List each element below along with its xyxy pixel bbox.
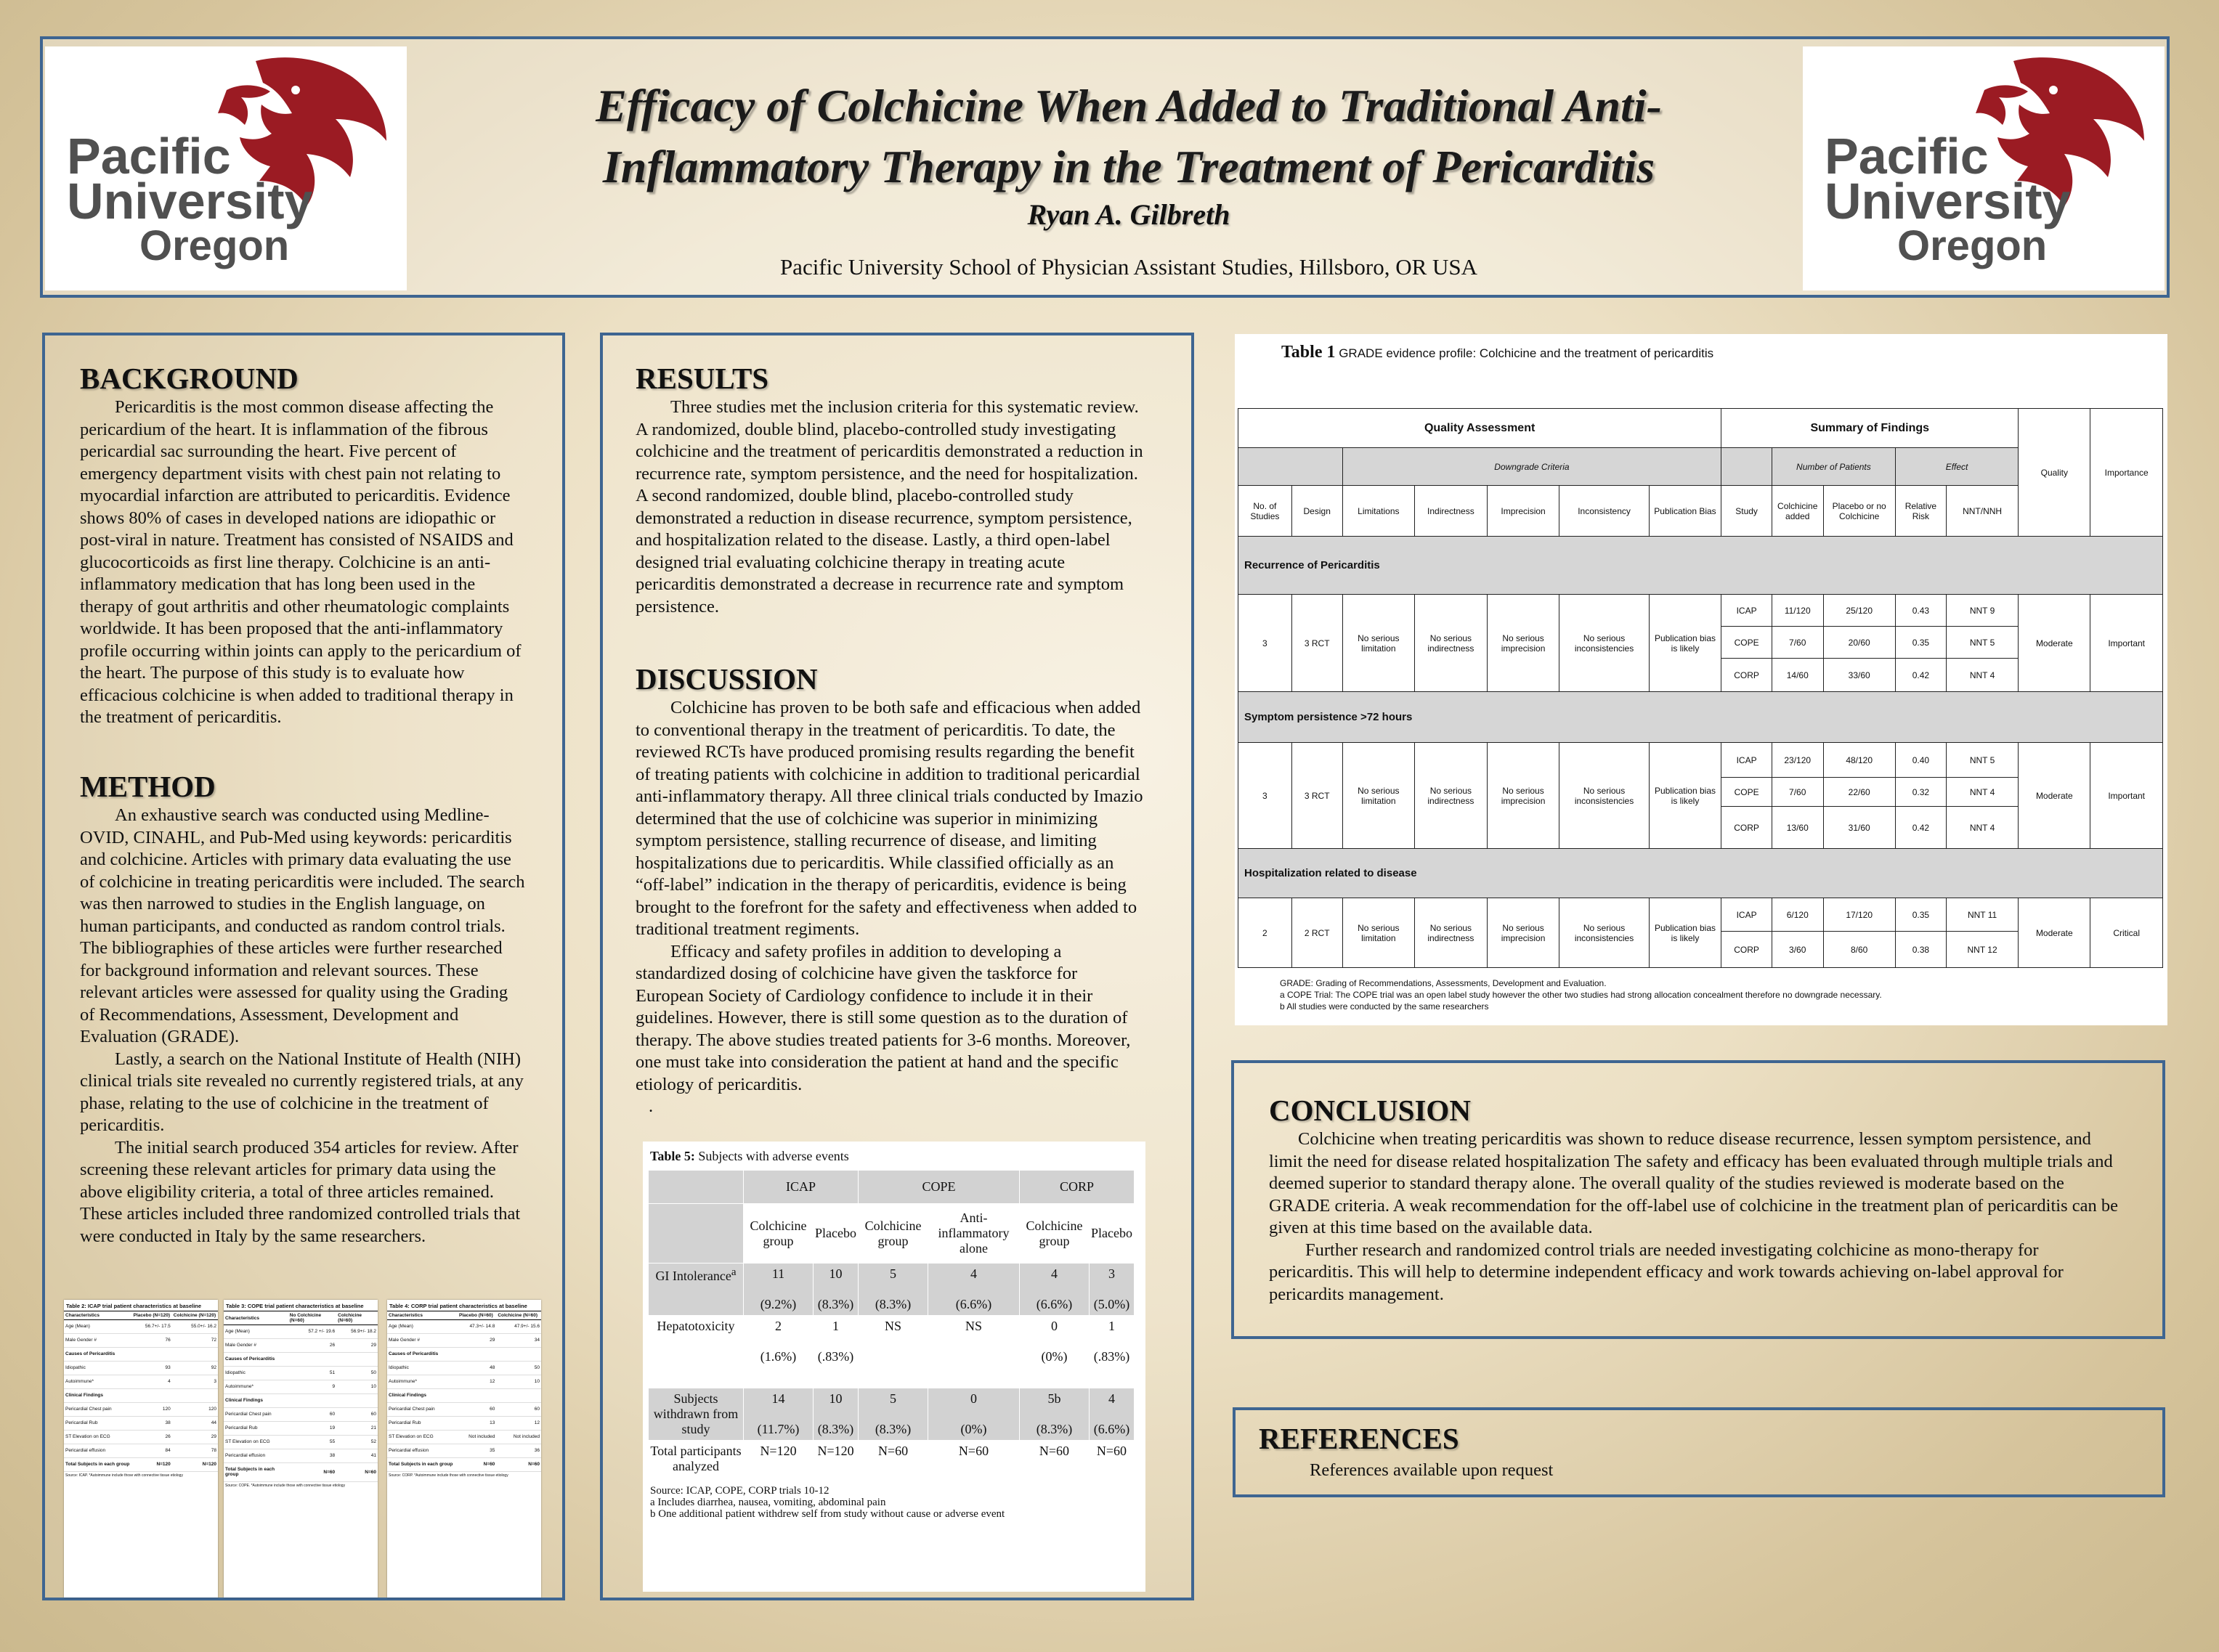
table-row: Idiopathic 93 92 [64, 1362, 218, 1375]
mini-table-title: Table 2: ICAP trial patient characteristics at baseline [66, 1303, 202, 1309]
discussion-heading: DISCUSSION [636, 662, 818, 696]
table-row: Age (Mean) 57.2 +/- 19.6 56.9+/- 18.2 [224, 1325, 378, 1339]
discussion-dot: . [649, 1096, 654, 1116]
background-section [80, 360, 527, 729]
mini-table-footnote: Source: COPE. *Autoimmune include those with connective tissue etiology [225, 1484, 346, 1488]
table5-group-cope: COPE [859, 1171, 1020, 1204]
mini-table-title: Table 3: COPE trial patient characteristics at baseline [226, 1303, 364, 1309]
table-row: GI Intolerance$^a$ 11 (9.2%) 10 (8.3%) 5 (8.3%) 4 (6.6%) 4 (6.6%) 3 (5.0%) [649, 1264, 1135, 1316]
poster-header [40, 36, 2170, 298]
table-row: Idiopathic 51 50 [224, 1367, 378, 1380]
logo-word-university: University [67, 173, 313, 229]
table-row: Causes of Pericarditis [224, 1353, 378, 1367]
table1-grid: Quality Assessment Summary of Findings Quality Importance Downgrade Criteria Number of Patients Effect No. of Studies Design Limitations Indirectness Imprecision Inconsistency Publication Bias Study Colchicine added Placebo or no Colchicine Relative Risk NNT/NNH Recurrence of Pericarditis 3 3 RCT No serious limitation No serious indirectness No serious imprecision No serious inconsistencies Publication bias is likely ICAP 11/120 25/120 0.43 NNT 9 Moderate Important COPE 7/60 20/60 0.35 NNT 5 CORP 14/60 33/60 0.42 NNT 4 Symptom persistence >72 hours 3 3 RCT No serious limitation No serious indirectness No serious imprecision No serious inconsistencies Publication bias is likely ICAP 23/120 48/120 0.40 NNT 5 Moderate Important COPE 7/60 22/60 0.32 NNT 4 CORP 13/60 31/60 0.42 NNT 4 Hospitalization related to disease 2 2 RCT No serious limitation No serious indirectness No serious imprecision No serious inconsistencies Publication bias is likely ICAP 6/120 17/120 0.35 NNT 11 Moderate Critical CORP 3/60 8/60 0.38 NNT 12 [1238, 408, 2163, 968]
table-row: Causes of Pericarditis [387, 1348, 541, 1362]
table-row: 2 2 RCT No serious limitation No serious indirectness No serious imprecision No serious inconsistencies Publication bias is likely ICAP 6/120 17/120 0.35 NNT 11 Moderate Critical [1238, 898, 2163, 932]
university-logo-left [45, 46, 407, 290]
table-row: ST Elevation on ECG 26 29 [64, 1431, 218, 1444]
logo-word-oregon: Oregon [139, 222, 290, 269]
references-box [1233, 1407, 2165, 1497]
title-line-2: Inflammatory Therapy in the Treatment of Pericarditis [602, 141, 1655, 192]
discussion-paragraph-2: Efficacy and safety profiles in addition to developing a standardized dosing of colchicine have given the taskforce for European Society of Cardiology confidence to include it in their guidelines. However, there is still some question as to the duration of therapy. The above studies treated patients for 3-6 months. Moreover, one must take into consideration the patient at hand and the specific etiology of pericarditis. [636, 941, 1131, 1094]
table-row: Age (Mean) 56.7+/- 17.5 55.0+/- 16.2 [64, 1320, 218, 1334]
background-text: Pericarditis is the most common disease affecting the pericardium of the heart. It is inflammation of the fibrous pericardial sac surrounding the heart. Five percent of emergency department visits with chest pain not relating to myocardial infarction are attributed to pericarditis. Evidence shows 80% of cases in developed nations are idiopathic or post-viral in nature. Treatment has consisted of NSAIDS and glucocorticoids as first line therapy. Colchicine is an anti-inflammatory medication that has long been used in the therapy of gout arthritis and other rheumatologic complaints worldwide. It has been proposed that the anti-inflammatory profile occurring within joints can apply to the pericardium of the heart. The purpose of this study is to evaluate how efficacious colchicine is when added to traditional therapy in the treatment of pericarditis. [80, 397, 522, 727]
table-row: Subjects withdrawn from study 14 (11.7%) 10 (8.3%) 5 (8.3%) 0 (0%) 5b (8.3%) 4 (6.6%) [649, 1388, 1135, 1441]
mini-table-header: Placebo (N=60) [458, 1311, 496, 1320]
table-row: Pericardial effusion 38 41 [224, 1449, 378, 1463]
table-row: Age (Mean) 47.3+/- 14.8 47.9+/- 15.6 [387, 1320, 541, 1334]
mini-table-header: Colchicine (N=60) [336, 1311, 378, 1325]
mini-table-footnote: Source: CORP. *Autoimmune include those with connective tissue etiology [389, 1473, 508, 1478]
mini-table-footnote: Source: ICAP. *Autoimmune include those with connective tissue etiology [65, 1473, 183, 1478]
references-heading: REFERENCES [1259, 1422, 1459, 1455]
table-row: Clinical Findings [387, 1389, 541, 1403]
poster-title [421, 76, 1837, 198]
table-row: Pericardial effusion 84 78 [64, 1444, 218, 1458]
mini-table-title: Table 4: CORP trial patient characteristics at baseline [389, 1303, 527, 1309]
table-row: Pericardial Chest pain 60 60 [387, 1403, 541, 1417]
mini-table-header: Characteristics [64, 1311, 132, 1320]
mini-table [224, 1311, 378, 1482]
logo-word-university: University [1825, 173, 2071, 229]
table-row: 3 3 RCT No serious limitation No serious indirectness No serious imprecision No serious inconsistencies Publication bias is likely ICAP 23/120 48/120 0.40 NNT 5 Moderate Important [1238, 743, 2163, 778]
grade-section-title: Hospitalization related to disease [1238, 849, 2163, 898]
table1-grade-profile [1235, 334, 2167, 1025]
background-heading: BACKGROUND [80, 362, 299, 395]
mini-table-header: No Colchicine (N=60) [288, 1311, 336, 1325]
results-heading: RESULTS [636, 362, 769, 395]
references-text: References available upon request [1310, 1460, 1554, 1480]
table-row: Total Subjects in each group N=60 N=60 [224, 1463, 378, 1482]
table5-grid: ICAP COPE CORP Colchicine group Placebo Colchicine group Anti-inflammatory alone Colchicine group Placebo GI Intolerance$^a$ 11 (9.2%) 10 (8.3%) 5 (8.3%) 4 (6.6%) 4 (6.6%) 3 (5.0%) Hepatotoxicity 2 (1.6%) 1 (.83%) NS NS 0 (0%) 1 (.83%) Subjects withdrawn from study 14 (11.7%) 10 (8.3%) 5 (8.3%) 0 (0%) 5b (8.3%) 4 (6.6%) Total participants analyzed N=120 N=120 N=60 N=60 N=60 N=60 [648, 1170, 1135, 1478]
conclusion-paragraph-1: Colchicine when treating pericarditis was shown to reduce disease recurrence, lessen symptom persistence, and limit the need for disease related hospitalization The safety and efficacy has been evaluated through multiple trials and deemed superior to standard therapy alone. The overall quality of the studies reviewed is moderate based on the GRADE criteria. A weak recommendation for the off-label use of colchicine in the treatment plan of pericarditis can be given at this time based on the available data. [1269, 1129, 2118, 1237]
table5-source: Source: ICAP, COPE, CORP trials 10-12 a Includes diarrhea, nausea, vomiting, abdominal pain b One additional patient withdrew self from study without cause or adverse event [650, 1485, 1005, 1520]
table-row: Hepatotoxicity 2 (1.6%) 1 (.83%) NS NS 0 (0%) 1 (.83%) [649, 1316, 1135, 1388]
table-row: Male Gender # 26 29 [224, 1339, 378, 1353]
mini-table-header: Placebo (N=120) [132, 1311, 172, 1320]
method-section [80, 768, 527, 1248]
table5-adverse-events [643, 1142, 1145, 1592]
mini-table [387, 1311, 541, 1472]
table-row: Pericardial Chest pain 60 60 [224, 1408, 378, 1422]
conclusion-heading: CONCLUSION [1269, 1094, 1471, 1127]
table-row: COPE 7/60 20/60 0.35 NNT 5 [1238, 627, 2163, 659]
title-line-1: Efficacy of Colchicine When Added to Traditional Anti- [596, 80, 1662, 131]
table-row: Causes of Pericarditis [64, 1348, 218, 1362]
table5-group-icap: ICAP [744, 1171, 859, 1204]
logo-word-oregon: Oregon [1897, 222, 2048, 269]
table-row: Total participants analyzed N=120 N=120 N=60 N=60 N=60 N=60 [649, 1441, 1135, 1478]
author-name: Ryan A. Gilbreth [1027, 198, 1230, 231]
results-text: Three studies met the inclusion criteria for this systematic review. A randomized, double blind, placebo-controlled study investigating colchicine and the treatment of pericarditis demonstrated a reduction in recurrence rate, symptom persistence, and the need for hospitalization. A second randomized, double blind, placebo-controlled study demonstrated a reduction in disease recurrence, symptom persistence, and hospitalization related to the disease. Lastly, a third open-label designed trial evaluating colchicine therapy in treating acute pericarditis demonstrated a decrease in recurrence rate and symptom persistence. [636, 397, 1143, 617]
university-logo-right [1803, 46, 2165, 290]
table-row: Pericardial Rub 13 12 [387, 1417, 541, 1431]
table2-icap-baseline [64, 1300, 218, 1598]
table-row: ST Elevation on ECG Not included Not included [387, 1431, 541, 1444]
mini-table [64, 1311, 218, 1472]
table5-caption: Table 5: Subjects with adverse events [650, 1149, 849, 1163]
table-row: Male Gender # 76 72 [64, 1334, 218, 1348]
table-row: Pericardial Rub 19 21 [224, 1422, 378, 1436]
method-paragraph-1: An exhaustive search was conducted using Medline-OVID, CINAHL, and Pub-Med using keywords: pericarditis and colchicine. Articles with primary data evaluating the use of colchicine in treating pericarditis were included. The search was then narrowed to studies in the English language, on human participants, and conducted as random control trials. The bibliographies of these articles were further researched for background information and relevant sources. These relevant articles were assessed for quality using the Grading of Recommendations, Assessment, Development and Evaluation (GRADE). [80, 805, 525, 1046]
table-row: 3 3 RCT No serious limitation No serious indirectness No serious imprecision No serious inconsistencies Publication bias is likely ICAP 11/120 25/120 0.43 NNT 9 Moderate Important [1238, 595, 2163, 627]
mini-table-header: Colchicine (N=120) [172, 1311, 218, 1320]
table1-footnotes: GRADE: Grading of Recommendations, Assessments, Development and Evaluation. a COPE Trial: The COPE trial was an open label study however the other two studies had strong allocation concealment therefore no downgrade necessary. b All studies were conducted by the same researchers [1280, 978, 1882, 1012]
conclusion-box [1231, 1060, 2165, 1339]
table-row: COPE 7/60 22/60 0.32 NNT 4 [1238, 778, 2163, 807]
discussion-section [636, 661, 1144, 1118]
table-row: ST Elevation on ECG 55 52 [224, 1436, 378, 1449]
table-row: CORP 14/60 33/60 0.42 NNT 4 [1238, 659, 2163, 692]
conclusion-paragraph-2: Further research and randomized control trials are needed investigating colchicine as mono-therapy for pericarditis. This will help to determine independent efficacy and work towards achieving on-label approval for pericardits management. [1269, 1240, 2064, 1304]
method-heading: METHOD [80, 770, 216, 803]
results-section [636, 360, 1144, 618]
table1-caption: Table 1 GRADE evidence profile: Colchicine and the treatment of pericarditis [1281, 343, 1714, 362]
method-paragraph-3: The initial search produced 354 articles for review. After screening these relevant articles for primary data using the above eligibility criteria, a total of three articles remained. These articles included three randomized controlled trials that were conducted in Italy by the same researchers. [80, 1137, 521, 1246]
table-row: Autoimmune* 9 10 [224, 1380, 378, 1394]
table-row: Total Subjects in each group N=60 N=60 [387, 1458, 541, 1472]
table-row: Pericardial effusion 35 36 [387, 1444, 541, 1458]
table-row: Clinical Findings [64, 1389, 218, 1403]
affiliation: Pacific University School of Physician Assistant Studies, Hillsboro, OR USA [779, 254, 1478, 280]
mini-table-header: Colchicine (N=60) [496, 1311, 541, 1320]
mini-table-header: Characteristics [224, 1311, 288, 1325]
logo-word-pacific: Pacific [1825, 128, 1989, 184]
mini-table-header: Characteristics [387, 1311, 458, 1320]
grade-section-title: Recurrence of Pericarditis [1238, 537, 2163, 595]
grade-section-title: Symptom persistence >72 hours [1238, 692, 2163, 743]
table-row: Clinical Findings [224, 1394, 378, 1408]
table-row: Autoimmune* 12 10 [387, 1375, 541, 1389]
logo-word-pacific: Pacific [67, 128, 231, 184]
table4-corp-baseline [387, 1300, 541, 1598]
table-row: Male Gender # 29 34 [387, 1334, 541, 1348]
table5-group-corp: CORP [1019, 1171, 1134, 1204]
table-row: Pericardial Rub 38 44 [64, 1417, 218, 1431]
table-row: Idiopathic 48 50 [387, 1362, 541, 1375]
table-row: Pericardial Chest pain 120 120 [64, 1403, 218, 1417]
table-row: CORP 13/60 31/60 0.42 NNT 4 [1238, 807, 2163, 849]
table-row: Total Subjects in each group N=120 N=120 [64, 1458, 218, 1472]
table-row: Autoimmune* 4 3 [64, 1375, 218, 1389]
table3-cope-baseline [224, 1300, 378, 1598]
table-row: CORP 3/60 8/60 0.38 NNT 12 [1238, 932, 2163, 968]
discussion-paragraph-1: Colchicine has proven to be both safe and efficacious when added to conventional therapy in the treatment of pericarditis. To date, the reviewed RCTs have produced promising results regarding the benefit of treating patients with colchicine in addition to traditional pericardial anti-inflammatory therapy. All three clinical trials conducted by Imazio determined that the use of colchicine was superior in minimizing symptom persistence, stalling recurrence of disease, and limiting hospitalizations due to pericarditis. While classified officially as an “off-label” indication in the therapy of pericarditis, evidence is being brought to the forefront for the safety and effectiveness when added to traditional treatment regiments. [636, 698, 1143, 939]
method-paragraph-2: Lastly, a search on the National Institute of Health (NIH) clinical trials site revealed no currently registered trials, at any phase, relating to the use of colchicine in the treatment of pericarditis. [80, 1049, 524, 1135]
